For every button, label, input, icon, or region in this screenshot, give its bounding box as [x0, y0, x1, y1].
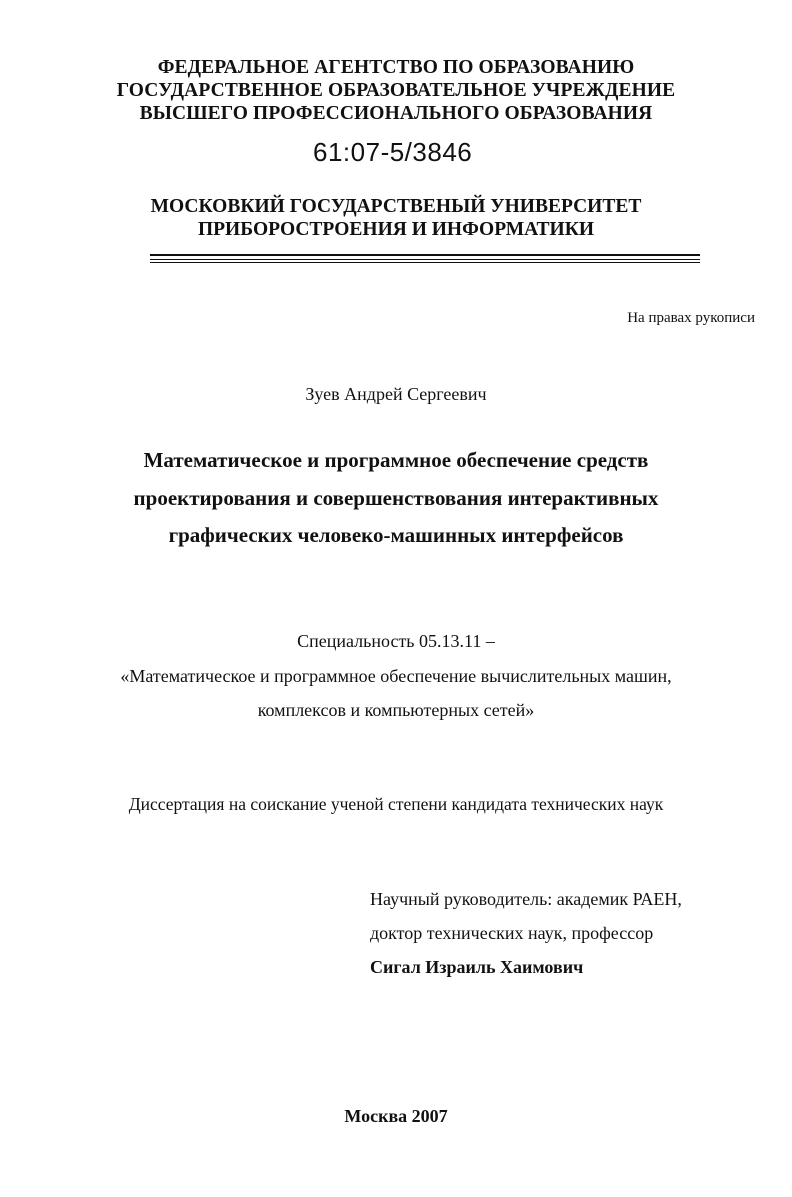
header-rule-thin — [150, 259, 700, 260]
advisor-line-1: Научный руководитель: академик РАЕН, — [370, 889, 682, 909]
advisor-line-2: доктор технических наук, профессор — [370, 923, 654, 943]
author-name: Зуев Андрей Сергеевич — [305, 384, 487, 404]
specialty-line-3: комплексов и компьютерных сетей» — [257, 700, 535, 720]
agency-line-3: ВЫСШЕГО ПРОФЕССИОНАЛЬНОГО ОБРАЗОВАНИЯ — [139, 103, 653, 124]
university-line-2: ПРИБОРОСТРОЕНИЯ И ИНФОРМАТИКИ — [197, 219, 595, 240]
title-line-3: графических человеко-машинных интерфейсов — [168, 523, 624, 547]
header-rule-thin-2 — [150, 262, 700, 263]
specialty-line-2: «Математическое и программное обеспечение вычислительных машин, — [120, 666, 672, 686]
dissertation-degree: Диссертация на соискание ученой степени кандидата технических наук — [128, 794, 664, 814]
advisor-name: Сигал Израиль Хаимович — [370, 957, 584, 977]
university-line-1: МОСКОВКИЙ ГОСУДАРСТВЕНЫЙ УНИВЕРСИТЕТ — [150, 196, 642, 217]
city-year: Москва 2007 — [344, 1106, 448, 1126]
agency-line-1: ФЕДЕРАЛЬНОЕ АГЕНТСТВО ПО ОБРАЗОВАНИЮ — [157, 57, 635, 78]
agency-line-2: ГОСУДАРСТВЕННОЕ ОБРАЗОВАТЕЛЬНОЕ УЧРЕЖДЕНИЕ — [116, 80, 676, 101]
specialty-line-1: Специальность 05.13.11 – — [297, 631, 495, 651]
manuscript-note: На правах рукописи — [627, 310, 755, 326]
catalog-code: 61:07-5/3846 — [313, 137, 473, 167]
title-line-2: проектирования и совершенствования интерактивных — [133, 486, 659, 510]
title-line-1: Математическое и программное обеспечение средств — [143, 448, 649, 472]
header-rule-thick — [150, 254, 700, 256]
